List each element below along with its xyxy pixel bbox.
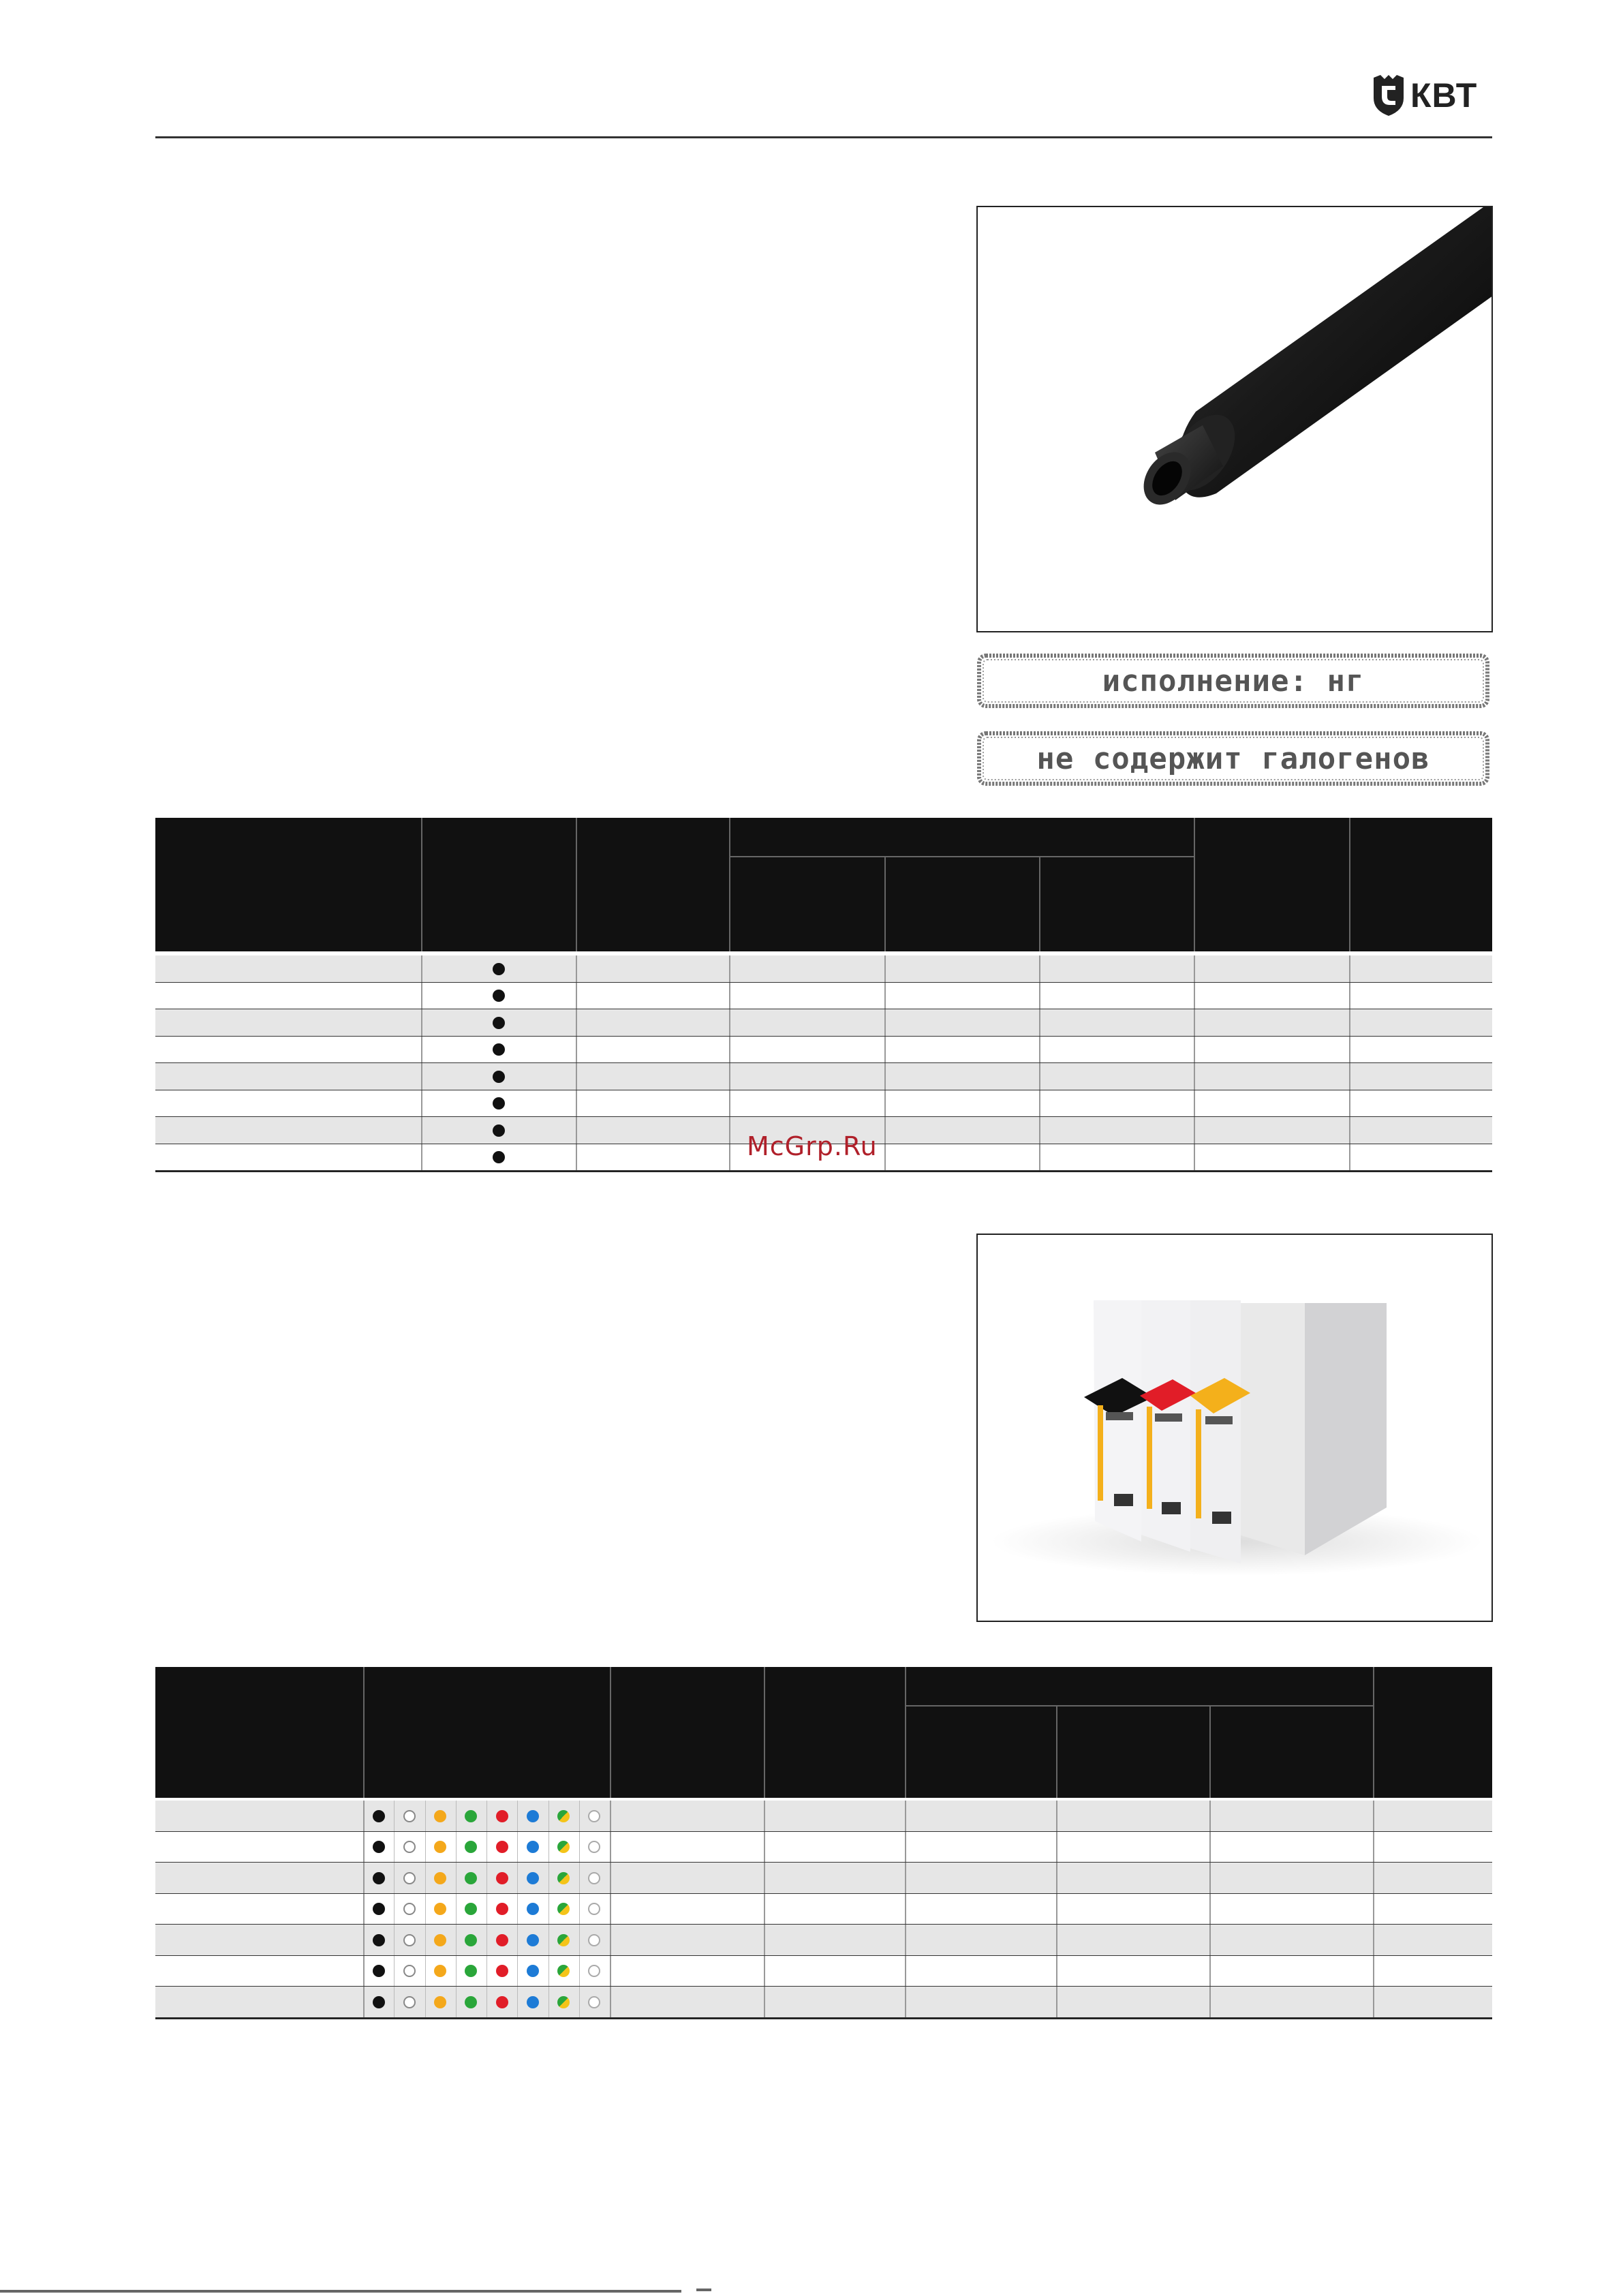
table2-color-divider [548, 1832, 549, 1863]
table2-cell-divider [363, 1925, 365, 1956]
table-row [155, 983, 1492, 1010]
table1-cell-divider [421, 1063, 422, 1090]
color-dot-black [373, 1872, 385, 1884]
color-dot-clear [588, 1965, 600, 1977]
table2-cell-divider [1209, 1987, 1211, 2018]
table1-cell-divider [884, 1063, 886, 1090]
table1-cell-divider [421, 1117, 422, 1144]
color-dot-yellow-green [557, 1810, 570, 1822]
table2-cell-divider [1209, 1894, 1211, 1925]
table1-cell-divider [1039, 983, 1040, 1010]
table-row [155, 1009, 1492, 1037]
color-dot-yellow [434, 1965, 446, 1977]
table1-cell-divider [884, 1009, 886, 1037]
table2-color-divider [486, 1832, 487, 1863]
table2-color-divider [394, 1925, 395, 1956]
color-dot-clear [588, 1810, 600, 1822]
table2-color-divider [548, 1925, 549, 1956]
table2-color-divider [394, 1894, 395, 1925]
color-dot-black [493, 963, 505, 975]
table2-cell-divider [610, 1925, 611, 1956]
table2-color-divider [456, 1956, 457, 1987]
table2-color-divider [517, 1863, 518, 1894]
table2-color-divider [486, 1894, 487, 1925]
table1-cell-divider [1194, 1144, 1195, 1172]
table2-header-divider [1373, 1667, 1374, 1798]
table2-header [155, 1667, 1492, 1798]
color-dot-green [465, 1965, 477, 1977]
table2-color-divider [456, 1801, 457, 1832]
table2-cell-divider [363, 1863, 365, 1894]
table2-cell-divider [764, 1801, 765, 1832]
table1-cell-divider [1194, 1009, 1195, 1037]
table1-cell-divider [1039, 1037, 1040, 1064]
table2-header-divider [764, 1667, 765, 1798]
table2-cell-divider [1209, 1956, 1211, 1987]
table2-cell-divider [1373, 1863, 1374, 1894]
table2-bottom-rule [155, 2018, 1492, 2019]
table1-cell-divider [729, 955, 730, 983]
table2-cell-divider [905, 1987, 906, 2018]
color-dot-blue [527, 1810, 539, 1822]
color-dot-black [493, 1097, 505, 1109]
table1-header-divider [421, 818, 422, 951]
table1-cell-divider [1039, 1063, 1040, 1090]
table1-cell-divider [1039, 1117, 1040, 1144]
color-dot-red [496, 1810, 508, 1822]
table1-bottom-rule [155, 1171, 1492, 1172]
color-dot-red [496, 1903, 508, 1915]
color-dot-green [465, 1872, 477, 1884]
table2-cell-divider [764, 1956, 765, 1987]
table1-cell-divider [729, 1090, 730, 1118]
table1-cell-divider [576, 983, 577, 1010]
color-dot-red [496, 1872, 508, 1884]
table2-color-divider [394, 1832, 395, 1863]
table1-cell-divider [1039, 1144, 1040, 1172]
table2-cell-divider [905, 1894, 906, 1925]
badge-execution [976, 653, 1490, 709]
color-dot-clear [588, 1872, 600, 1884]
table-row [155, 955, 1492, 983]
table1-header-divider [576, 818, 577, 951]
table1-cell-divider [729, 1037, 730, 1064]
color-dot-yellow [434, 1810, 446, 1822]
table1-cell-divider [884, 1144, 886, 1172]
color-dot-red [496, 1934, 508, 1946]
color-dot-blue [527, 1841, 539, 1853]
table2-color-divider [548, 1956, 549, 1987]
table2-header-divider [905, 1667, 906, 1798]
table2-color-divider [425, 1956, 426, 1987]
footer-mark [696, 2289, 711, 2291]
table1-cell-divider [1194, 1063, 1195, 1090]
color-dot-white [403, 1810, 416, 1822]
table1-cell-divider [576, 1009, 577, 1037]
product-photo-dispenser [976, 1234, 1493, 1622]
table2-cell-divider [905, 1925, 906, 1956]
table2-cell-divider [1056, 1863, 1057, 1894]
table2-color-divider [517, 1956, 518, 1987]
table2-cell-divider [610, 1801, 611, 1832]
table2-header-divider [363, 1667, 365, 1798]
table2-color-divider [394, 1801, 395, 1832]
table-row [155, 1863, 1492, 1894]
table2-color-divider [579, 1863, 580, 1894]
color-dot-black [373, 1841, 385, 1853]
color-dot-yellow [434, 1903, 446, 1915]
table2-color-divider [517, 1801, 518, 1832]
table2-color-divider [425, 1925, 426, 1956]
table1-header-divider [1349, 818, 1350, 951]
table1-cell-divider [1349, 1037, 1350, 1064]
table2-color-divider [486, 1801, 487, 1832]
table1-header-divider [729, 818, 730, 951]
color-dot-black [493, 1017, 505, 1029]
table2-cell-divider [905, 1801, 906, 1832]
table2-header-divider [610, 1667, 611, 1798]
table1-cell-divider [421, 1144, 422, 1172]
table1-cell-divider [884, 955, 886, 983]
table1-header [155, 818, 1492, 951]
table1-cell-divider [1349, 1117, 1350, 1144]
table-row [155, 1987, 1492, 2018]
table2-cell-divider [905, 1832, 906, 1863]
table2-color-divider [425, 1832, 426, 1863]
color-dot-yellow [434, 1934, 446, 1946]
table1-cell-divider [576, 1144, 577, 1172]
table1-cell-divider [1194, 1117, 1195, 1144]
color-dot-white [403, 1996, 416, 2008]
color-dot-blue [527, 1934, 539, 1946]
table2-color-divider [548, 1894, 549, 1925]
color-dot-blue [527, 1903, 539, 1915]
table2-color-divider [456, 1863, 457, 1894]
table1-group-rule [729, 856, 1194, 857]
table2-header-divider [1209, 1706, 1211, 1798]
table1-cell-divider [576, 1063, 577, 1090]
table2-cell-divider [764, 1863, 765, 1894]
color-dot-black [373, 1996, 385, 2008]
table2-color-divider [579, 1956, 580, 1987]
table-row [155, 1925, 1492, 1956]
table2-color-divider [579, 1801, 580, 1832]
table1-cell-divider [884, 983, 886, 1010]
table2-color-divider [548, 1801, 549, 1832]
table2-color-divider [548, 1863, 549, 1894]
table1-cell-divider [576, 955, 577, 983]
table1-cell-divider [1349, 1009, 1350, 1037]
badge-halogen-free-text: не содержит галогенов [1036, 741, 1430, 776]
table2-cell-divider [1373, 1956, 1374, 1987]
table2-cell-divider [1373, 1894, 1374, 1925]
table1-cell-divider [421, 1090, 422, 1118]
table1-cell-divider [884, 1037, 886, 1064]
color-dot-black [373, 1903, 385, 1915]
table-row [155, 1063, 1492, 1090]
table2-cell-divider [764, 1894, 765, 1925]
table2-cell-divider [1056, 1987, 1057, 2018]
table2-cell-divider [764, 1832, 765, 1863]
table1-cell-divider [576, 1117, 577, 1144]
table1-cell-divider [1349, 1063, 1350, 1090]
color-dot-clear [588, 1841, 600, 1853]
color-dot-black [493, 1124, 505, 1137]
table1-cell-divider [421, 1037, 422, 1064]
table2-group-rule [905, 1705, 1373, 1706]
shield-logo-icon [1371, 74, 1406, 117]
table2-color-divider [517, 1987, 518, 2018]
table2-color-divider [486, 1863, 487, 1894]
color-dot-black [373, 1934, 385, 1946]
color-dot-black [493, 1043, 505, 1056]
table2-cell-divider [1373, 1925, 1374, 1956]
color-dot-red [496, 1996, 508, 2008]
table2-cell-divider [363, 1801, 365, 1832]
table2-cell-divider [764, 1987, 765, 2018]
color-dot-blue [527, 1872, 539, 1884]
table2-color-divider [517, 1832, 518, 1863]
table2-header-divider [1056, 1706, 1057, 1798]
table1-cell-divider [1349, 1090, 1350, 1118]
color-dot-white [403, 1903, 416, 1915]
table2-cell-divider [1373, 1987, 1374, 2018]
color-dot-red [496, 1965, 508, 1977]
table2-cell-divider [363, 1987, 365, 2018]
badge-halogen-free [976, 731, 1490, 786]
color-dot-white [403, 1934, 416, 1946]
watermark: McGrp.Ru [747, 1131, 878, 1161]
table1-cell-divider [1039, 955, 1040, 983]
table2-cell-divider [610, 1832, 611, 1863]
table2-cell-divider [363, 1832, 365, 1863]
table1-cell-divider [1349, 1144, 1350, 1172]
table2-color-divider [425, 1863, 426, 1894]
color-dot-blue [527, 1965, 539, 1977]
table2-color-divider [579, 1832, 580, 1863]
color-dot-green [465, 1996, 477, 2008]
table2-cell-divider [1056, 1925, 1057, 1956]
color-dot-clear [588, 1934, 600, 1946]
table2-cell-divider [905, 1956, 906, 1987]
color-dot-black [373, 1810, 385, 1822]
table2-color-divider [456, 1832, 457, 1863]
table1-header-divider [884, 857, 886, 951]
table2-cell-divider [1373, 1801, 1374, 1832]
table1-cell-divider [576, 1090, 577, 1118]
table2-color-divider [456, 1894, 457, 1925]
table2-color-divider [456, 1987, 457, 2018]
product-photo-tube [976, 206, 1493, 632]
table1-header-divider [1194, 818, 1195, 951]
table2-color-divider [486, 1987, 487, 2018]
table1-cell-divider [729, 1063, 730, 1090]
table-row [155, 1832, 1492, 1863]
table1-cell-divider [1349, 983, 1350, 1010]
table2-color-divider [394, 1987, 395, 2018]
table2-cell-divider [1209, 1832, 1211, 1863]
color-dot-clear [588, 1996, 600, 2008]
table1-cell-divider [576, 1037, 577, 1064]
color-dot-white [403, 1965, 416, 1977]
table2-cell-divider [610, 1987, 611, 2018]
table2-cell-divider [1209, 1925, 1211, 1956]
color-dot-green [465, 1903, 477, 1915]
table2-color-divider [548, 1987, 549, 2018]
table2-color-divider [486, 1956, 487, 1987]
color-dot-yellow-green [557, 1934, 570, 1946]
color-dot-yellow-green [557, 1965, 570, 1977]
table1-cell-divider [1194, 1090, 1195, 1118]
table2-cell-divider [905, 1863, 906, 1894]
table2-color-divider [456, 1925, 457, 1956]
color-dot-green [465, 1810, 477, 1822]
table2-cell-divider [610, 1956, 611, 1987]
table2-cell-divider [1056, 1956, 1057, 1987]
spec-table-1 [155, 818, 1492, 1167]
table1-cell-divider [729, 1144, 730, 1172]
table1-cell-divider [1039, 1090, 1040, 1118]
table2-cell-divider [363, 1894, 365, 1925]
table2-color-divider [394, 1956, 395, 1987]
header-divider [155, 136, 1492, 138]
color-dot-black [373, 1965, 385, 1977]
table2-cell-divider [1209, 1863, 1211, 1894]
table1-cell-divider [1194, 955, 1195, 983]
brand-logo [1371, 74, 1477, 117]
table1-cell-divider [729, 1117, 730, 1144]
table2-color-divider [425, 1987, 426, 2018]
table2-color-divider [425, 1894, 426, 1925]
table-row [155, 1037, 1492, 1064]
table2-cell-divider [610, 1894, 611, 1925]
table1-cell-divider [729, 983, 730, 1010]
color-dot-white [403, 1841, 416, 1853]
color-dot-yellow-green [557, 1872, 570, 1884]
table1-cell-divider [1194, 1037, 1195, 1064]
table1-cell-divider [1194, 983, 1195, 1010]
table1-cell-divider [421, 1009, 422, 1037]
table2-cell-divider [764, 1925, 765, 1956]
table2-color-divider [579, 1987, 580, 2018]
table2-cell-divider [1056, 1832, 1057, 1863]
table2-color-divider [579, 1894, 580, 1925]
table2-color-divider [425, 1801, 426, 1832]
color-dot-black [493, 1151, 505, 1163]
color-dot-clear [588, 1903, 600, 1915]
table-row [155, 1090, 1492, 1118]
color-dot-yellow [434, 1841, 446, 1853]
color-dot-black [493, 990, 505, 1002]
table1-cell-divider [1039, 1009, 1040, 1037]
spec-table-2 [155, 1667, 1492, 2017]
color-dot-blue [527, 1996, 539, 2008]
color-dot-green [465, 1841, 477, 1853]
table2-color-divider [486, 1925, 487, 1956]
table2-color-divider [579, 1925, 580, 1956]
table1-cell-divider [1349, 955, 1350, 983]
table1-header-divider [1039, 857, 1040, 951]
brand-name: КВТ [1410, 76, 1478, 114]
table-row [155, 1801, 1492, 1832]
badge-execution-text: исполнение: нг [1102, 663, 1365, 699]
color-dot-yellow-green [557, 1903, 570, 1915]
table1-cell-divider [884, 1117, 886, 1144]
table2-cell-divider [1373, 1832, 1374, 1863]
table2-color-divider [517, 1925, 518, 1956]
table2-cell-divider [1209, 1801, 1211, 1832]
table-row [155, 1894, 1492, 1925]
footer-divider [0, 2290, 681, 2293]
color-dot-yellow-green [557, 1841, 570, 1853]
color-dot-green [465, 1934, 477, 1946]
table2-cell-divider [363, 1956, 365, 1987]
table2-color-divider [394, 1863, 395, 1894]
color-dot-white [403, 1872, 416, 1884]
table1-cell-divider [729, 1009, 730, 1037]
table1-cell-divider [421, 955, 422, 983]
color-dot-red [496, 1841, 508, 1853]
table-row [155, 1956, 1492, 1987]
table2-cell-divider [1056, 1801, 1057, 1832]
color-dot-black [493, 1071, 505, 1083]
color-dot-yellow [434, 1996, 446, 2008]
table2-color-divider [517, 1894, 518, 1925]
color-dot-yellow-green [557, 1996, 570, 2008]
table2-cell-divider [610, 1863, 611, 1894]
table2-cell-divider [1056, 1894, 1057, 1925]
table1-cell-divider [421, 983, 422, 1010]
table1-cell-divider [884, 1090, 886, 1118]
color-dot-yellow [434, 1872, 446, 1884]
